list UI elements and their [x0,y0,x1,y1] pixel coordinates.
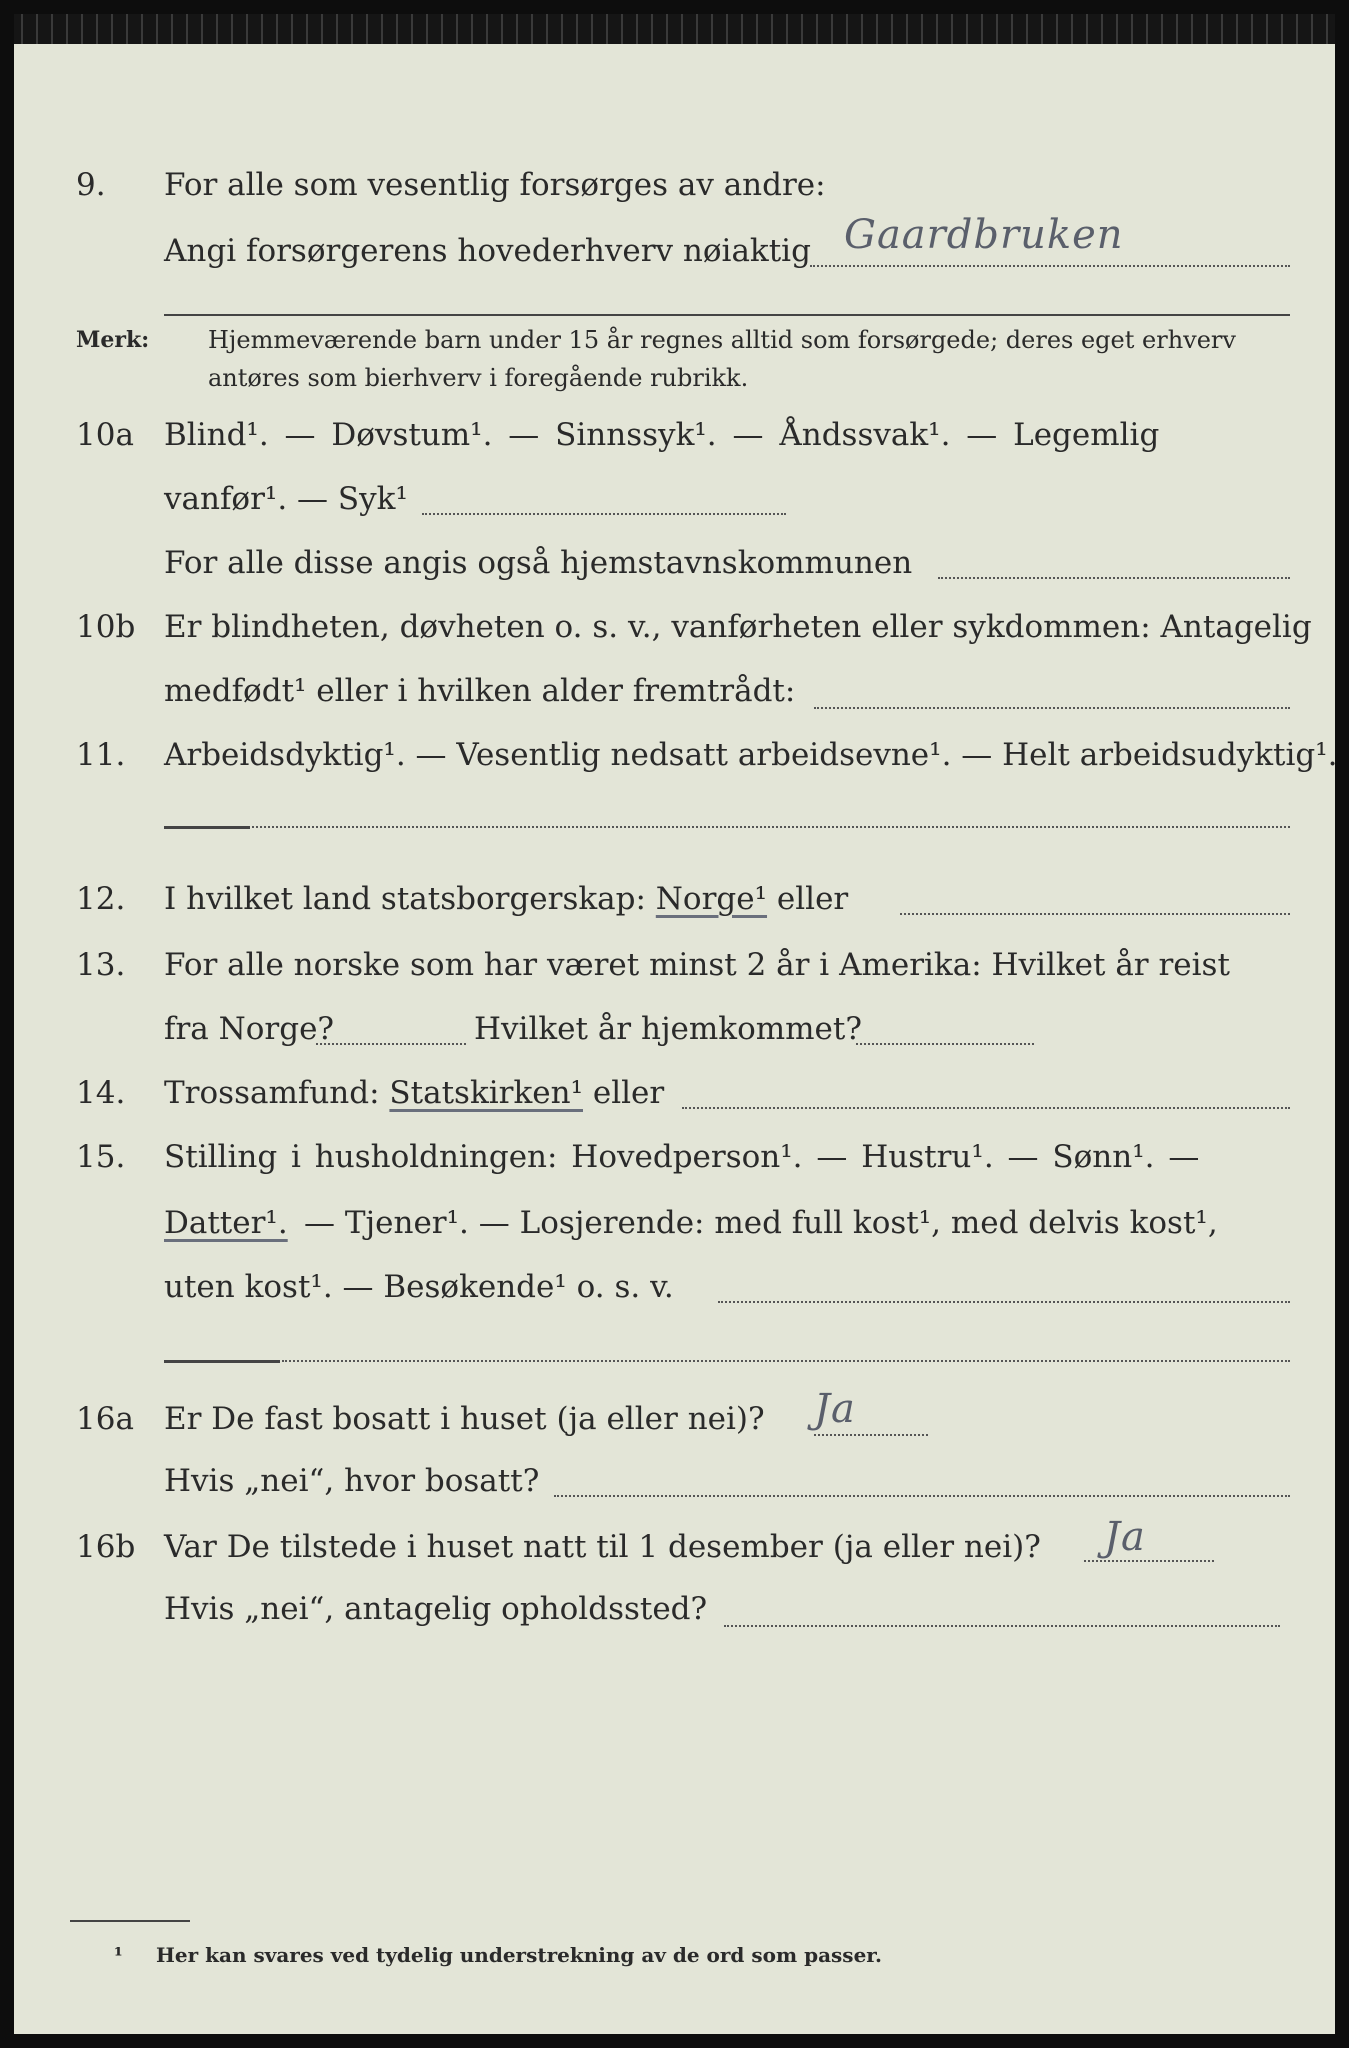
q13-line-2b: Hvilket år hjemkommet? [474,1011,862,1047]
q9-row-2 [14,228,1335,274]
q11-number: 11. [76,737,126,773]
q12-post-text: eller [776,881,849,917]
census-form-page [14,14,1338,2034]
scan-edge [14,14,1335,44]
q9-separator [164,314,1290,316]
q16a-number: 16a [76,1401,134,1437]
footnote-text: Her kan svares ved tydelig understrekning av de ord som passer. [156,1943,882,1967]
q10a-number: 10a [76,417,134,453]
q16b-line-2: Hvis „nei“, antagelig opholdssted? [164,1591,708,1627]
q15-number: 15. [76,1139,126,1175]
q9-row-1 [14,162,1335,208]
q16b-line-1: Var De tilstede i huset natt til 1 desember (ja eller nei)? [164,1529,1041,1565]
merk-label: Merk: [76,327,150,353]
q9-line-2: Angi forsørgerens hovederhverv nøiaktig [164,233,811,269]
q15-underlined-answer: Datter¹. [164,1205,288,1241]
q16b-handwritten-answer: Ja [1104,1514,1146,1560]
q13-line-1: For alle norske som har været minst 2 år i Amerika: Hvilket år reist [164,947,1230,983]
merk-row-1 [14,322,1335,358]
q16b-answer-line [1084,1560,1214,1562]
q11-line-1: Arbeidsdyktig¹. — Vesentlig nedsatt arbeidsevne¹. — Helt arbeidsudyktig¹. [164,737,1338,773]
q9-handwritten-answer: Gaardbruken [844,212,1124,258]
footnote-rule [70,1920,190,1922]
merk-line-2: antøres som bierhverv i foregående rubrikk. [208,364,749,392]
q10b-answer-line [814,707,1290,709]
q10b-line-1: Er blindheten, døvheten o. s. v., vanførheten eller sykdommen: Antagelig [164,609,1312,645]
q15-line-3: uten kost¹. — Besøkende¹ o. s. v. [164,1269,674,1305]
q9-number: 9. [76,167,106,203]
q13-row-2 [14,1006,1335,1052]
q16b-opholdssted-line [724,1625,1280,1627]
q12-number: 12. [76,881,126,917]
q10a-row-1 [14,412,1335,458]
q10a-syk-line [422,513,786,515]
q14-post-text: eller [592,1075,665,1111]
q16b-number: 16b [76,1529,136,1565]
q14-pre-text: Trossamfund: [164,1075,380,1111]
q13-line-2a: fra Norge? [164,1011,335,1047]
q16a-row-2 [14,1458,1335,1504]
q16a-handwritten-answer: Ja [814,1386,856,1432]
q10a-line-3: For alle disse angis også hjemstavnskommunen [164,545,913,581]
footnote-row [14,1938,1335,1972]
q14-row-1 [14,1070,1335,1116]
q12-pre-text: I hvilket land statsborgerskap: [164,881,646,917]
q10b-number: 10b [76,609,136,645]
q16a-answer-line [814,1434,928,1436]
q10a-line-2: vanfør¹. — Syk¹ [164,481,408,517]
q13-number: 13. [76,947,126,983]
q10b-row-1 [14,604,1335,650]
q13-row-1 [14,942,1335,988]
q16a-row-1 [14,1396,1335,1442]
q10a-kommune-line [938,577,1290,579]
q11-answer-line [252,826,1290,828]
merk-line-1: Hjemmeværende barn under 15 år regnes alltid som forsørgede; deres eget erhverv [208,326,1236,354]
q14-number: 14. [76,1075,126,1111]
q15-line-1: Stilling i husholdningen: Hovedperson¹. — Hustru¹. — Sønn¹. — [164,1139,1200,1175]
q15-line-2: — Tjener¹. — Losjerende: med full kost¹, med delvis kost¹, [304,1205,1218,1241]
q15-answer-line [718,1301,1290,1303]
q12-underlined-answer: Norge¹ [655,881,768,917]
q16a-line-1: Er De fast bosatt i huset (ja eller nei)? [164,1401,765,1437]
q10b-line-2: medfødt¹ eller i hvilken alder fremtrådt: [164,673,796,709]
q15-row-1 [14,1134,1335,1180]
footnote-mark: ¹ [114,1943,123,1967]
q15-row-2 [14,1200,1335,1246]
q13-reist-line [316,1043,466,1045]
q14-underlined-answer: Statskirken¹ [389,1075,583,1111]
q11-answer-mark [164,826,250,829]
q12-answer-line [900,913,1290,915]
q16a-line-2: Hvis „nei“, hvor bosatt? [164,1463,540,1499]
q14-question [164,1070,664,1116]
q10a-line-1: Blind¹. — Døvstum¹. — Sinnssyk¹. — Åndssvak¹. — Legemlig [164,417,1160,453]
q12-question [164,876,848,922]
q9-answer-line [810,265,1290,267]
q15-row-3 [14,1264,1335,1310]
q9-line-1: For alle som vesentlig forsørges av andre: [164,167,826,203]
q15-answer-mark [164,1360,280,1363]
q15-separator-line [282,1360,1290,1362]
q13-hjemkommet-line [856,1043,1034,1045]
q12-row-1 [14,876,1335,922]
merk-row-2 [14,360,1335,396]
q10a-row-3 [14,540,1335,586]
q14-answer-line [682,1107,1290,1109]
q10a-row-2 [14,476,1335,522]
q16a-bosatt-line [554,1495,1290,1497]
q11-row-1 [14,732,1338,778]
